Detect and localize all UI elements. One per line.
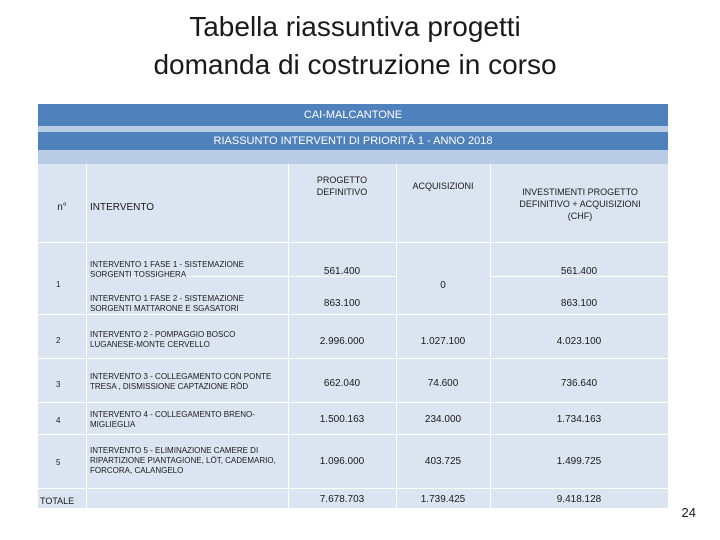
totale-investimenti: 9.418.128 bbox=[556, 494, 602, 505]
row-3-acquisizioni: 74.600 bbox=[427, 378, 459, 389]
header-investimenti bbox=[496, 186, 664, 222]
row-1b-intervento: INTERVENTO 1 FASE 2 - SISTEMAZIONE SORGENTI MATTARONE E SGASATORI bbox=[90, 294, 244, 313]
header-chf: (CHF) bbox=[567, 211, 593, 221]
row-1b-totale: 863.100 bbox=[560, 298, 598, 309]
row-5-progetto: 1.096.000 bbox=[319, 456, 365, 467]
header-intervento: INTERVENTO bbox=[90, 202, 155, 213]
header-band-cai: CAI-MALCANTONE bbox=[38, 104, 668, 126]
row-2-num: 2 bbox=[56, 336, 61, 345]
row-1a-totale: 561.400 bbox=[560, 266, 598, 277]
row-1a-progetto: 561.400 bbox=[323, 266, 361, 277]
row-1-num: 1 bbox=[56, 280, 61, 289]
col-divider bbox=[86, 164, 87, 508]
slide-title bbox=[0, 8, 710, 84]
row-2-progetto: 2.996.000 bbox=[319, 336, 365, 347]
totale-label: TOTALE bbox=[40, 496, 75, 506]
row-divider bbox=[38, 402, 668, 403]
title-line-2: domanda di costruzione in corso bbox=[153, 49, 557, 80]
title-line-1: Tabella riassuntiva progetti bbox=[189, 11, 521, 42]
header-band-riassunto: RIASSUNTO INTERVENTI DI PRIORITÀ 1 - ANNO 2018 bbox=[38, 132, 668, 150]
row-4-progetto: 1.500.163 bbox=[319, 414, 365, 425]
row-3-totale: 736.640 bbox=[560, 378, 598, 389]
header-spacer-2 bbox=[38, 150, 668, 164]
row-3-intervento: INTERVENTO 3 - COLLEGAMENTO CON PONTE TRESA , DISMISSIONE CAPTAZIONE RÖD bbox=[90, 372, 272, 391]
row-4-totale: 1.734.163 bbox=[556, 414, 602, 425]
row-5-num: 5 bbox=[56, 458, 61, 467]
row-2-totale: 4.023.100 bbox=[556, 336, 602, 347]
row-divider bbox=[38, 242, 668, 243]
row-divider bbox=[38, 488, 668, 489]
row-5-totale: 1.499.725 bbox=[556, 456, 602, 467]
row-5-acquisizioni: 403.725 bbox=[424, 456, 462, 467]
row-4-acquisizioni: 234.000 bbox=[424, 414, 462, 425]
header-progetto-definitivo: PROGETTO DEFINITIVO bbox=[316, 175, 368, 197]
row-4-intervento: INTERVENTO 4 - COLLEGAMENTO BRENO-MIGLIEGLIA bbox=[90, 410, 255, 429]
row-divider bbox=[38, 314, 668, 315]
row-2-acquisizioni: 1.027.100 bbox=[420, 336, 466, 347]
row-1a-intervento: INTERVENTO 1 FASE 1 - SISTEMAZIONE SORGENTI TOSSIGHERA bbox=[90, 260, 244, 279]
header-acquisizioni: ACQUISIZIONI bbox=[412, 181, 474, 191]
summary-table bbox=[38, 164, 668, 508]
row-3-num: 3 bbox=[56, 380, 61, 389]
row-5-intervento: INTERVENTO 5 - ELIMINAZIONE CAMERE DI RIPARTIZIONE PIANTAGIONE, LÖT, CADEMARIO, FORCORA, CALANGELO bbox=[90, 446, 276, 475]
row-1-acquisizioni: 0 bbox=[440, 280, 446, 291]
header-num: n° bbox=[57, 202, 67, 213]
header-investimenti-label: INVESTIMENTI PROGETTO DEFINITIVO + ACQUISIZIONI bbox=[519, 187, 641, 209]
row-3-progetto: 662.040 bbox=[323, 378, 361, 389]
page-number: 24 bbox=[681, 505, 696, 520]
row-2-intervento: INTERVENTO 2 - POMPAGGIO BOSCO LUGANESE-MONTE CERVELLO bbox=[90, 330, 236, 349]
row-4-num: 4 bbox=[56, 416, 61, 425]
totale-acquisizioni: 1.739.425 bbox=[420, 494, 466, 505]
row-divider bbox=[38, 434, 668, 435]
row-1b-progetto: 863.100 bbox=[323, 298, 361, 309]
row-divider bbox=[38, 358, 668, 359]
totale-progetto: 7.678.703 bbox=[319, 494, 365, 505]
